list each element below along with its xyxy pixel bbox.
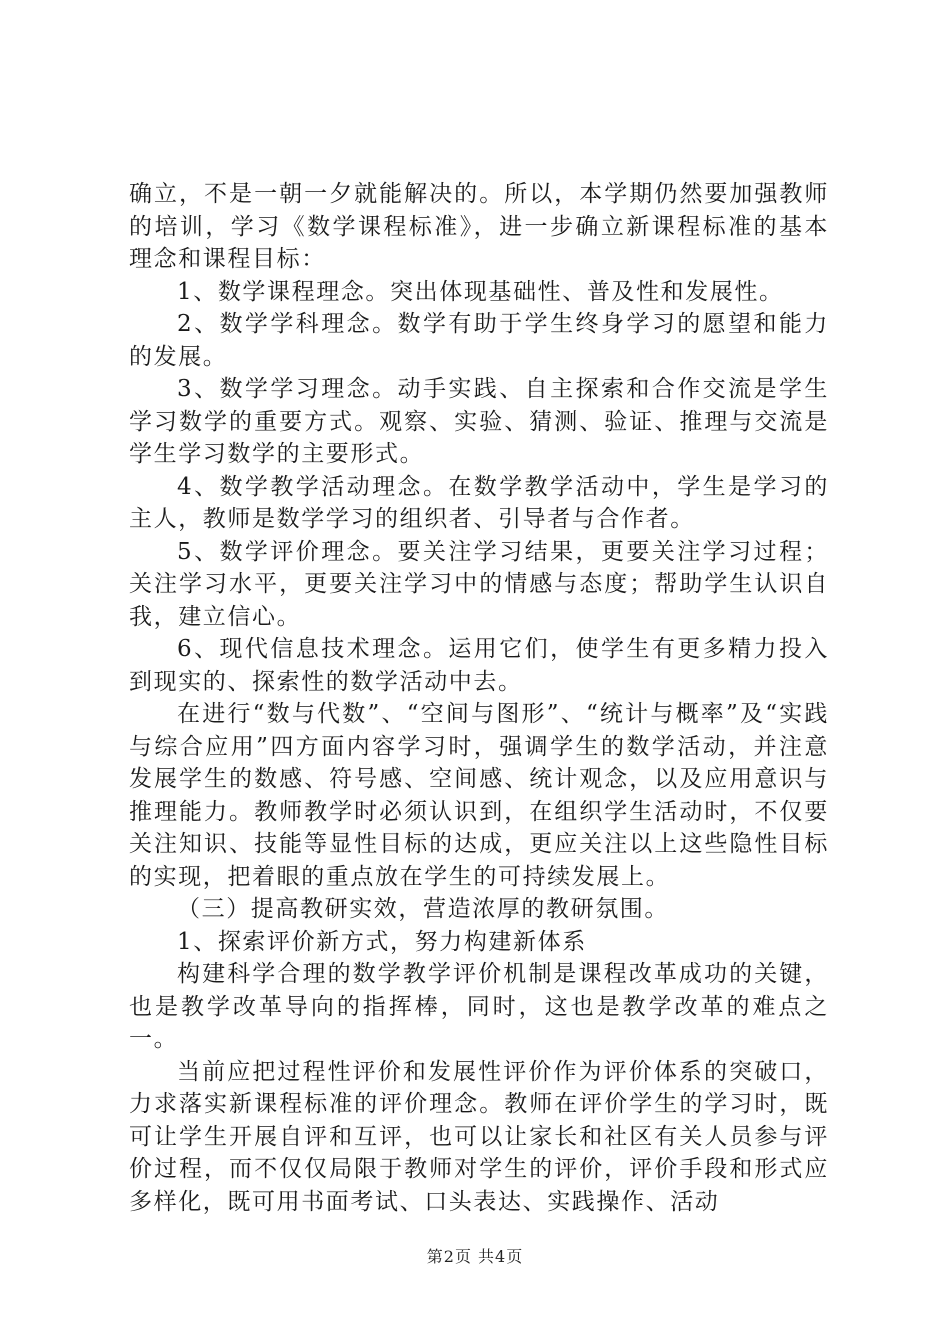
paragraph: 在进行“数与代数”、“空间与图形”、“统计与概率”及“实践与综合应用”四方面内容学习时，强调学生的数学活动，并注意发展学生的数感、符号感、空间感、统计观念，以及应用意识与推理能力。教师教学时必须认识到，在组织学生活动时，不仅要关注知识、技能等显性目标的达成，更应关注以上这些隐性目标的实现，把着眼的重点放在学生的可持续发展上。 <box>129 701 829 890</box>
document-body <box>129 178 829 1218</box>
paragraph: 4、数学教学活动理念。在数学教学活动中，学生是学习的主人，教师是数学学习的组织者、引导者与合作者。 <box>129 473 829 532</box>
paragraph: 1、数学课程理念。突出体现基础性、普及性和发展性。 <box>177 278 784 305</box>
paragraph: 构建科学合理的数学教学评价机制是课程改革成功的关键，也是教学改革导向的指挥棒，同时，这也是教学改革的难点之一。 <box>129 961 829 1052</box>
page-number-footer: 第2页 共4页 <box>426 1247 524 1266</box>
subsection-heading: 1、探索评价新方式，努力构建新体系 <box>177 928 587 955</box>
paragraph: 6、现代信息技术理念。运用它们，使学生有更多精力投入到现实的、探索性的数学活动中去。 <box>129 636 829 695</box>
section-heading: （三）提高教研实效，营造浓厚的教研氛围。 <box>177 896 669 922</box>
paragraph: 确立，不是一朝一夕就能解决的。所以，本学期仍然要加强教师的培训，学习《数学课程标准》，进一步确立新课程标准的基本理念和课程目标： <box>129 181 829 272</box>
paragraph: 5、数学评价理念。要关注学习结果，更要关注学习过程；关注学习水平，更要关注学习中的情感与态度；帮助学生认识自我，建立信心。 <box>129 538 829 630</box>
paragraph: 当前应把过程性评价和发展性评价作为评价体系的突破口，力求落实新课程标准的评价理念。教师在评价学生的学习时，既可让学生开展自评和互评，也可以让家长和社区有关人员参与评价过程，而不仅仅局限于教师对学生的评价，评价手段和形式应多样化，既可用书面考试、口头表达、实践操作、活动 <box>129 1058 829 1215</box>
paragraph: 2、数学学科理念。数学有助于学生终身学习的愿望和能力的发展。 <box>129 311 829 370</box>
paragraph: 3、数学学习理念。动手实践、自主探索和合作交流是学生学习数学的重要方式。观察、实验、猜测、验证、推理与交流是学生学习数学的主要形式。 <box>129 376 829 467</box>
